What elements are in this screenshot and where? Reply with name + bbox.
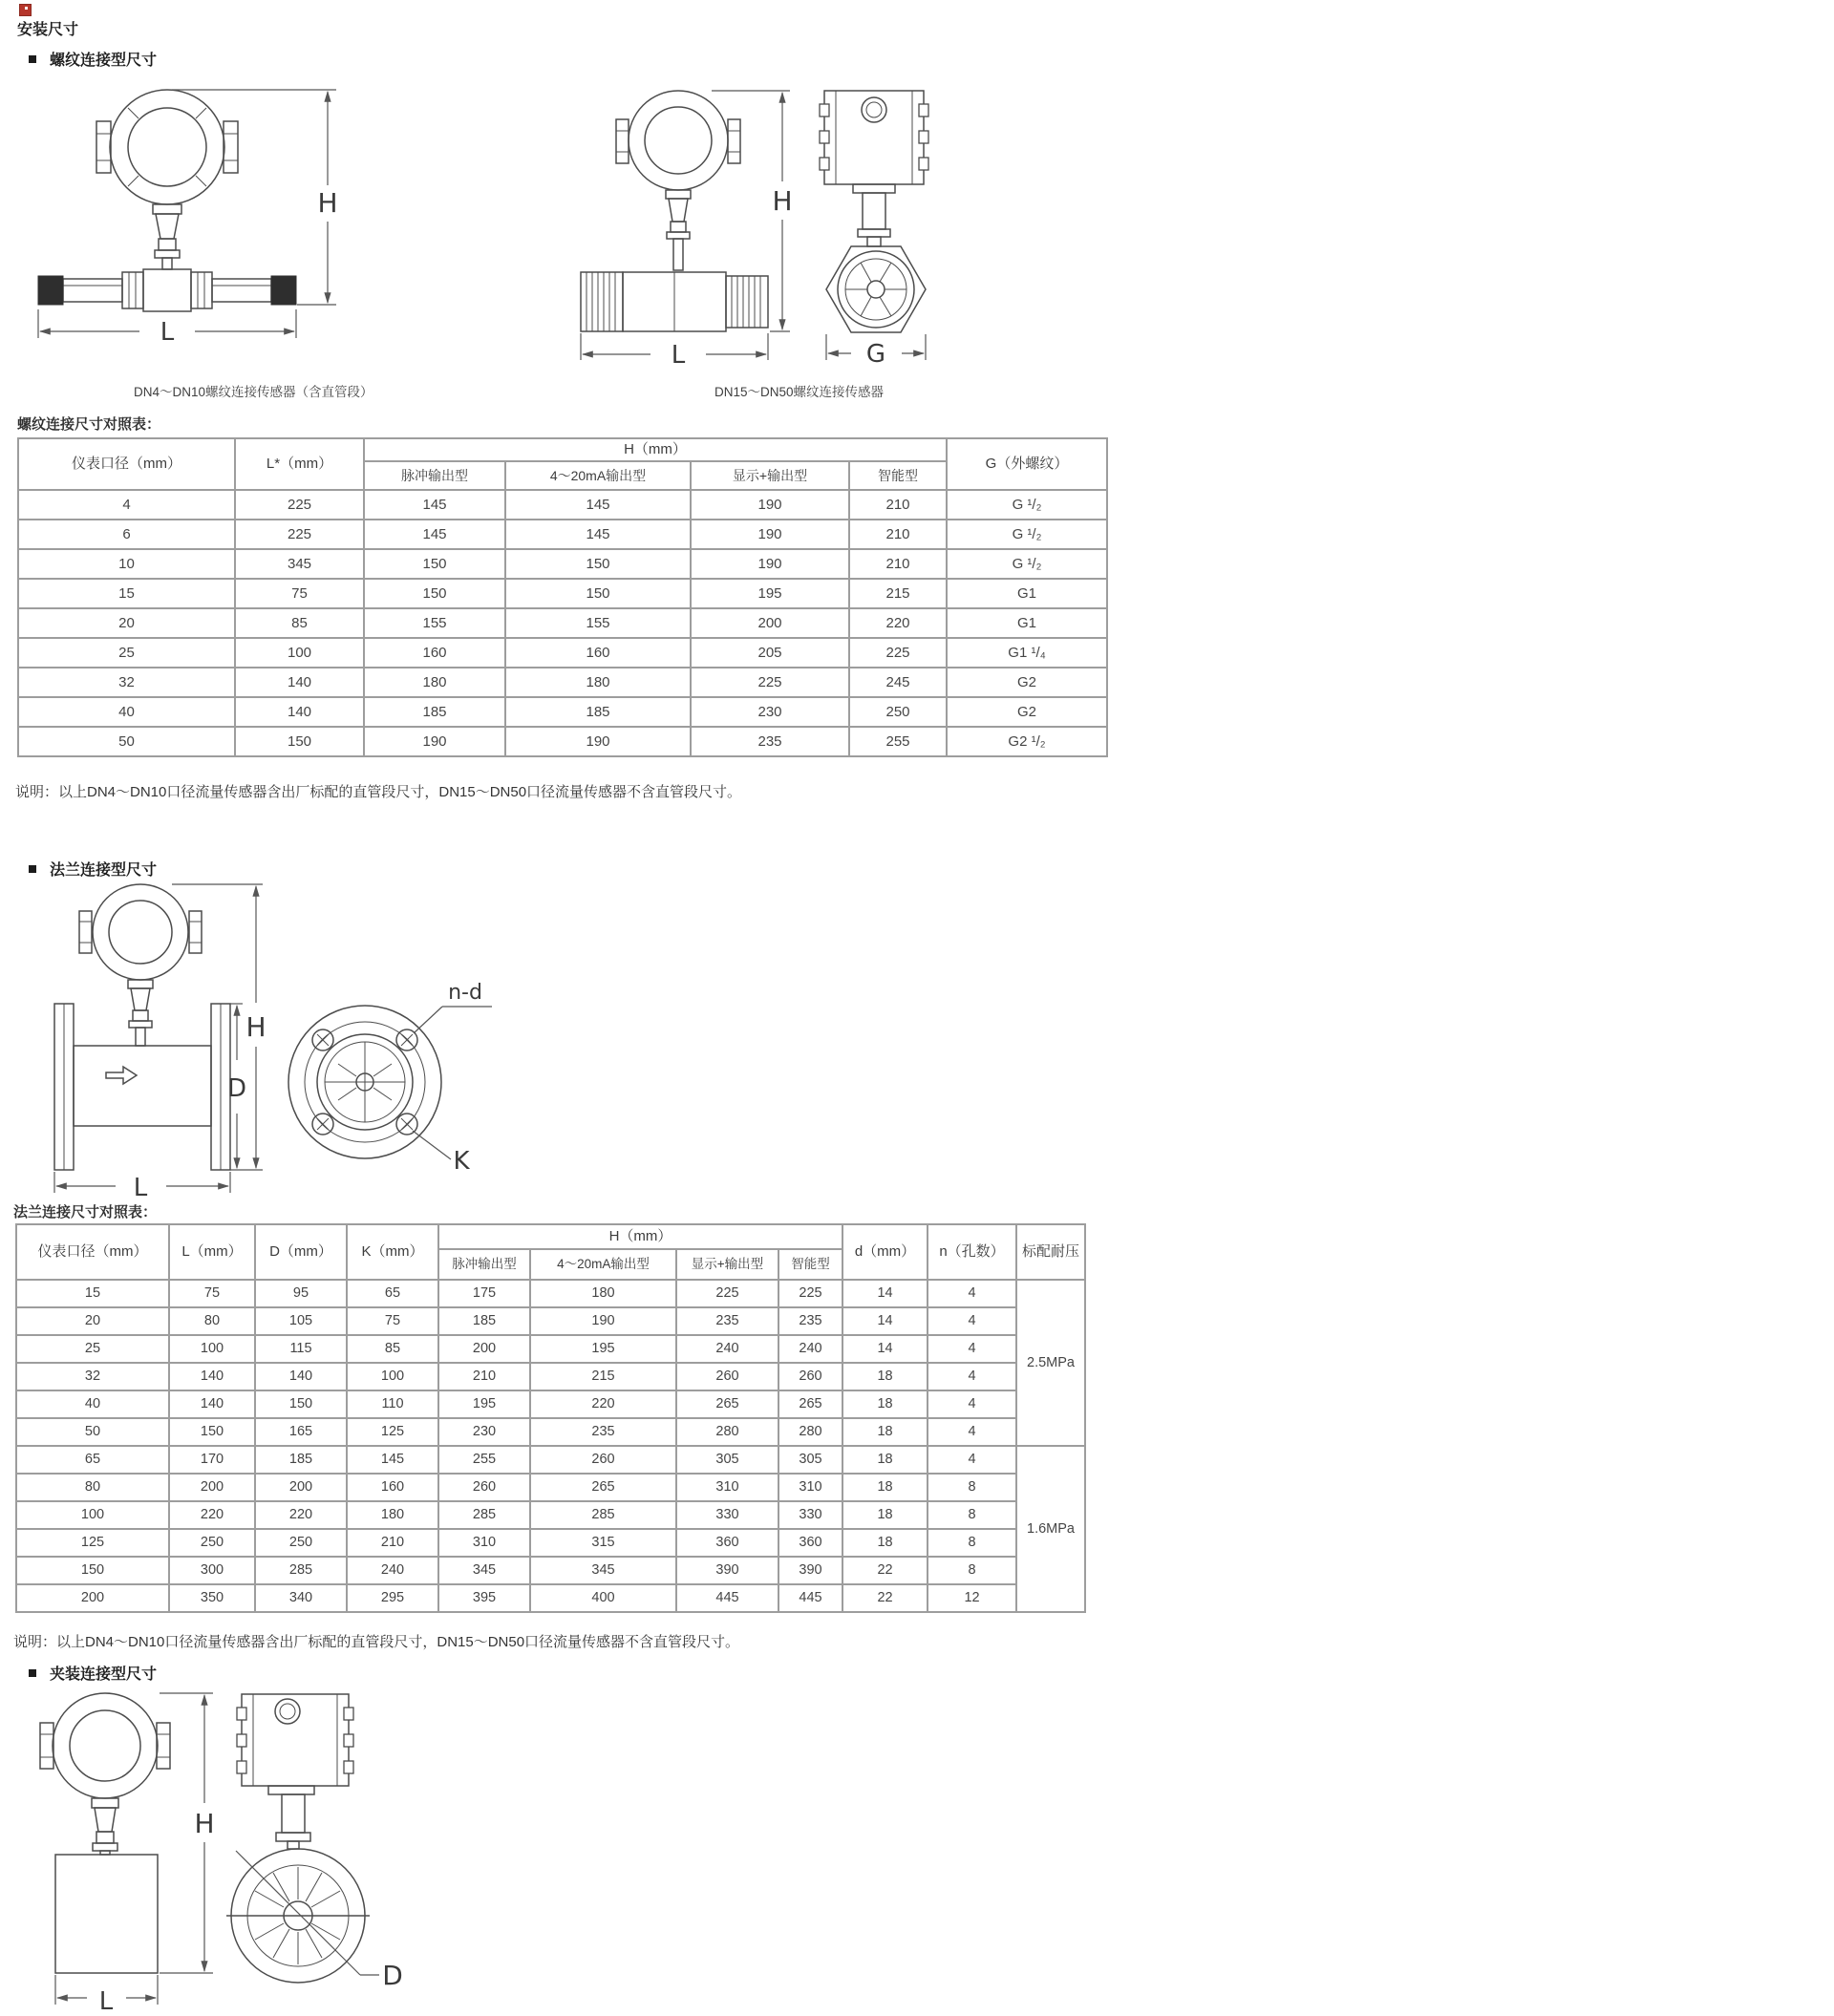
table-cell: 310 [778, 1474, 842, 1501]
table-cell: 195 [530, 1335, 676, 1363]
table-cell: 240 [676, 1335, 778, 1363]
table-cell: 110 [347, 1390, 438, 1418]
table-cell: 305 [676, 1446, 778, 1474]
drawing-threaded-large [568, 81, 950, 370]
table-cell: 4 [928, 1390, 1016, 1418]
table-cell: 330 [778, 1501, 842, 1529]
table-cell: 330 [676, 1501, 778, 1529]
table-cell: G2 [947, 697, 1107, 727]
table-cell: 340 [255, 1584, 347, 1612]
dim-label-l: L [671, 341, 686, 370]
table-row [16, 1390, 1085, 1418]
table-cell: 75 [235, 579, 364, 608]
col-header-d: D（mm） [255, 1224, 347, 1280]
table-cell: 140 [255, 1363, 347, 1390]
table-cell: 190 [530, 1307, 676, 1335]
table-row [16, 1474, 1085, 1501]
table-cell: 40 [16, 1390, 169, 1418]
table-cell: 18 [842, 1529, 928, 1557]
table-cell: 25 [16, 1335, 169, 1363]
table-cell: 225 [691, 668, 849, 697]
table-cell: 32 [18, 668, 235, 697]
table-cell: G ¹/₂ [947, 490, 1107, 520]
flange-table [15, 1223, 1086, 1613]
table-cell: 150 [364, 579, 505, 608]
table-cell: 195 [438, 1390, 530, 1418]
table-cell: G1 ¹/₄ [947, 638, 1107, 668]
table-cell: 6 [18, 520, 235, 549]
table-cell: 245 [849, 668, 947, 697]
table-cell: 210 [849, 490, 947, 520]
table-cell: 345 [235, 549, 364, 579]
table-cell: 14 [842, 1280, 928, 1307]
table-cell: 145 [505, 490, 691, 520]
col-header-l: L*（mm） [235, 438, 364, 490]
table-cell: 235 [676, 1307, 778, 1335]
table-cell: 220 [530, 1390, 676, 1418]
col-header-dd: d（mm） [842, 1224, 928, 1280]
dim-label-h: H [245, 1011, 267, 1043]
table-cell: 260 [676, 1363, 778, 1390]
table-row [16, 1335, 1085, 1363]
table-cell: 225 [235, 490, 364, 520]
table-cell: 125 [16, 1529, 169, 1557]
table-cell: 295 [347, 1584, 438, 1612]
table-cell: 4 [18, 490, 235, 520]
table-cell: 160 [505, 638, 691, 668]
table-cell: 150 [255, 1390, 347, 1418]
dim-label-d: D [226, 1074, 247, 1103]
table-cell: 8 [928, 1474, 1016, 1501]
dim-label-h: H [194, 1808, 215, 1839]
table-cell: 280 [676, 1418, 778, 1446]
table-cell: 220 [849, 608, 947, 638]
table-cell: 390 [778, 1557, 842, 1584]
caption-threaded-large: DN15～DN50螺纹连接传感器 [714, 385, 885, 399]
table-cell: 4 [928, 1446, 1016, 1474]
threaded-note: 说明：以上DN4～DN10口径流量传感器含出厂标配的直管段尺寸，DN15～DN50口径流量传感器不含直管段尺寸。 [15, 784, 742, 800]
table-cell: 145 [505, 520, 691, 549]
col-header-g: G（外螺纹） [947, 438, 1107, 490]
table-cell: 180 [505, 668, 691, 697]
table-cell: 235 [778, 1307, 842, 1335]
table-row [16, 1557, 1085, 1584]
table-cell: 195 [691, 579, 849, 608]
table-cell: 65 [347, 1280, 438, 1307]
table-cell: 255 [438, 1446, 530, 1474]
drawing-clamp [14, 1687, 444, 2016]
table-cell: 150 [235, 727, 364, 756]
col-header-pressure: 标配耐压 [1016, 1224, 1085, 1280]
table-cell: 105 [255, 1307, 347, 1335]
table-cell: 250 [849, 697, 947, 727]
table-row [18, 608, 1107, 638]
table-cell: 4 [928, 1307, 1016, 1335]
table-cell: 220 [255, 1501, 347, 1529]
table-cell: 170 [169, 1446, 255, 1474]
table-cell: 225 [778, 1280, 842, 1307]
table-cell: 240 [778, 1335, 842, 1363]
table-cell: 4 [928, 1280, 1016, 1307]
table-cell: 255 [849, 727, 947, 756]
col-header-n: n（孔数） [928, 1224, 1016, 1280]
table-cell: 140 [169, 1363, 255, 1390]
table-cell: 345 [438, 1557, 530, 1584]
table-cell: 165 [255, 1418, 347, 1446]
table-row [18, 638, 1107, 668]
table-cell: 65 [16, 1446, 169, 1474]
table-cell: 80 [16, 1474, 169, 1501]
table-cell: 215 [530, 1363, 676, 1390]
table-cell: 360 [778, 1529, 842, 1557]
square-bullet-icon [29, 55, 36, 63]
table-cell: 100 [16, 1501, 169, 1529]
table-row [18, 520, 1107, 549]
table-cell: 175 [438, 1280, 530, 1307]
table-cell: 240 [347, 1557, 438, 1584]
col-header-ma: 4～20mA输出型 [530, 1249, 676, 1280]
table-cell: 18 [842, 1363, 928, 1390]
table-cell: 200 [16, 1584, 169, 1612]
flange-note: 说明：以上DN4～DN10口径流量传感器含出厂标配的直管段尺寸，DN15～DN50口径流量传感器不含直管段尺寸。 [13, 1634, 740, 1650]
section-clamp-label: 夹装连接型尺寸 [50, 1666, 158, 1683]
table-cell: 4 [928, 1418, 1016, 1446]
table-cell: 210 [849, 520, 947, 549]
table-row [16, 1529, 1085, 1557]
table-cell: 18 [842, 1390, 928, 1418]
table-row [18, 697, 1107, 727]
table-cell: 140 [169, 1390, 255, 1418]
table-cell: 390 [676, 1557, 778, 1584]
table-cell: 100 [235, 638, 364, 668]
table-cell: 150 [505, 579, 691, 608]
table-cell: 190 [691, 520, 849, 549]
broken-image-icon [19, 4, 32, 16]
table-cell: 185 [505, 697, 691, 727]
table-cell: 235 [691, 727, 849, 756]
square-bullet-icon [29, 1669, 36, 1677]
dim-label-nd: n-d [448, 981, 482, 1005]
caption-threaded-small: DN4～DN10螺纹连接传感器（含直管段） [134, 385, 373, 399]
col-header-h-group: H（mm） [364, 438, 947, 461]
table-cell: 32 [16, 1363, 169, 1390]
table-cell: 75 [347, 1307, 438, 1335]
table-cell: 445 [778, 1584, 842, 1612]
section-flange-label: 法兰连接型尺寸 [50, 862, 158, 879]
table-cell: 315 [530, 1529, 676, 1557]
table-cell: 210 [438, 1363, 530, 1390]
table-cell: 160 [364, 638, 505, 668]
table-cell: 260 [438, 1474, 530, 1501]
table-cell: 18 [842, 1418, 928, 1446]
col-header-display: 显示+输出型 [691, 461, 849, 490]
table-cell: G2 [947, 668, 1107, 697]
table-cell: 155 [364, 608, 505, 638]
table-cell: 150 [364, 549, 505, 579]
drawing-threaded-small [29, 78, 401, 370]
table-cell: 190 [691, 549, 849, 579]
col-header-pulse: 脉冲输出型 [364, 461, 505, 490]
table-row [16, 1584, 1085, 1612]
table-cell: 300 [169, 1557, 255, 1584]
table-cell: G2 ¹/₂ [947, 727, 1107, 756]
table-cell: 15 [16, 1280, 169, 1307]
table-cell: 75 [169, 1280, 255, 1307]
col-header-display: 显示+输出型 [676, 1249, 778, 1280]
table-cell: G1 [947, 608, 1107, 638]
table-cell: 200 [169, 1474, 255, 1501]
table-cell: 14 [842, 1307, 928, 1335]
table-cell: 200 [691, 608, 849, 638]
table-cell: 400 [530, 1584, 676, 1612]
table-cell: 185 [438, 1307, 530, 1335]
table-row [16, 1280, 1085, 1307]
col-header-diameter: 仪表口径（mm） [16, 1224, 169, 1280]
section-clamp-heading [29, 1662, 157, 1684]
table-cell: 205 [691, 638, 849, 668]
col-header-pulse: 脉冲输出型 [438, 1249, 530, 1280]
dim-label-l: L [160, 318, 175, 347]
table-cell: 15 [18, 579, 235, 608]
table-cell: 285 [530, 1501, 676, 1529]
table-cell: G1 [947, 579, 1107, 608]
table-cell: 190 [691, 490, 849, 520]
table-cell: 20 [16, 1307, 169, 1335]
table-cell: 8 [928, 1501, 1016, 1529]
table-cell: 200 [438, 1335, 530, 1363]
col-header-k: K（mm） [347, 1224, 438, 1280]
table-row [18, 549, 1107, 579]
table-cell: 145 [364, 520, 505, 549]
col-header-smart: 智能型 [849, 461, 947, 490]
table-cell: 145 [347, 1446, 438, 1474]
table-cell: 20 [18, 608, 235, 638]
pressure-group-cell: 1.6MPa [1016, 1446, 1085, 1612]
table-cell: 160 [347, 1474, 438, 1501]
table-cell: 4 [928, 1363, 1016, 1390]
table-cell: 185 [364, 697, 505, 727]
threaded-table-label: 螺纹连接尺寸对照表： [17, 416, 161, 433]
table-cell: 265 [530, 1474, 676, 1501]
table-cell: 185 [255, 1446, 347, 1474]
table-cell: 190 [364, 727, 505, 756]
table-cell: 260 [530, 1446, 676, 1474]
flange-table-label: 法兰连接尺寸对照表： [13, 1204, 158, 1220]
table-cell: 4 [928, 1335, 1016, 1363]
table-cell: 230 [691, 697, 849, 727]
table-cell: 85 [347, 1335, 438, 1363]
threaded-table [17, 437, 1108, 757]
table-cell: 40 [18, 697, 235, 727]
dim-label-d: D [382, 1960, 403, 1991]
table-cell: 225 [235, 520, 364, 549]
table-row [16, 1307, 1085, 1335]
col-header-ma: 4～20mA输出型 [505, 461, 691, 490]
dim-label-l: L [133, 1174, 148, 1201]
square-bullet-icon [29, 865, 36, 873]
table-cell: 50 [16, 1418, 169, 1446]
table-row [18, 579, 1107, 608]
table-cell: 225 [849, 638, 947, 668]
page-title: 安装尺寸 [17, 22, 79, 38]
table-cell: 250 [255, 1529, 347, 1557]
table-row [18, 727, 1107, 756]
table-cell: 360 [676, 1529, 778, 1557]
col-header-h-group: H（mm） [438, 1224, 842, 1249]
table-cell: 100 [169, 1335, 255, 1363]
dim-label-h: H [317, 187, 338, 219]
section-threaded-heading [29, 48, 157, 70]
table-cell: 180 [364, 668, 505, 697]
table-cell: 150 [505, 549, 691, 579]
table-cell: 8 [928, 1557, 1016, 1584]
table-cell: 210 [347, 1529, 438, 1557]
table-cell: 235 [530, 1418, 676, 1446]
table-cell: 265 [676, 1390, 778, 1418]
section-threaded-label: 螺纹连接型尺寸 [50, 53, 158, 69]
table-cell: 125 [347, 1418, 438, 1446]
table-cell: 22 [842, 1584, 928, 1612]
table-cell: 115 [255, 1335, 347, 1363]
table-cell: 22 [842, 1557, 928, 1584]
table-cell: 10 [18, 549, 235, 579]
dim-label-k: K [453, 1147, 470, 1176]
table-row [16, 1446, 1085, 1474]
table-cell: 230 [438, 1418, 530, 1446]
table-cell: 150 [169, 1418, 255, 1446]
table-cell: 285 [438, 1501, 530, 1529]
table-cell: 100 [347, 1363, 438, 1390]
table-cell: 8 [928, 1529, 1016, 1557]
pressure-group-cell: 2.5MPa [1016, 1280, 1085, 1446]
col-header-diameter: 仪表口径（mm） [18, 438, 235, 490]
table-cell: 25 [18, 638, 235, 668]
table-row [18, 668, 1107, 697]
table-row [16, 1363, 1085, 1390]
table-row [16, 1501, 1085, 1529]
col-header-l: L（mm） [169, 1224, 255, 1280]
table-cell: 265 [778, 1390, 842, 1418]
table-cell: 220 [169, 1501, 255, 1529]
table-cell: 95 [255, 1280, 347, 1307]
dim-label-g: G [865, 340, 886, 369]
table-cell: 200 [255, 1474, 347, 1501]
table-cell: G ¹/₂ [947, 520, 1107, 549]
table-cell: 215 [849, 579, 947, 608]
table-cell: 225 [676, 1280, 778, 1307]
table-cell: 18 [842, 1501, 928, 1529]
table-cell: 50 [18, 727, 235, 756]
table-cell: 12 [928, 1584, 1016, 1612]
table-row [18, 490, 1107, 520]
table-cell: 18 [842, 1474, 928, 1501]
table-cell: 18 [842, 1446, 928, 1474]
table-cell: 80 [169, 1307, 255, 1335]
table-cell: 140 [235, 668, 364, 697]
table-cell: 310 [438, 1529, 530, 1557]
table-cell: 445 [676, 1584, 778, 1612]
table-cell: 180 [347, 1501, 438, 1529]
table-cell: 250 [169, 1529, 255, 1557]
dim-label-h: H [772, 185, 793, 217]
table-cell: 140 [235, 697, 364, 727]
table-row [16, 1418, 1085, 1446]
table-cell: 150 [16, 1557, 169, 1584]
table-cell: 190 [505, 727, 691, 756]
table-cell: 85 [235, 608, 364, 638]
table-cell: 345 [530, 1557, 676, 1584]
drawing-flange [24, 877, 501, 1201]
col-header-smart: 智能型 [778, 1249, 842, 1280]
table-cell: 310 [676, 1474, 778, 1501]
table-cell: 14 [842, 1335, 928, 1363]
table-cell: 260 [778, 1363, 842, 1390]
table-cell: 145 [364, 490, 505, 520]
table-cell: 285 [255, 1557, 347, 1584]
table-cell: 395 [438, 1584, 530, 1612]
table-cell: 305 [778, 1446, 842, 1474]
dim-label-l: L [98, 1987, 114, 2016]
table-cell: 180 [530, 1280, 676, 1307]
table-cell: 155 [505, 608, 691, 638]
table-cell: 350 [169, 1584, 255, 1612]
table-cell: G ¹/₂ [947, 549, 1107, 579]
table-cell: 210 [849, 549, 947, 579]
table-cell: 280 [778, 1418, 842, 1446]
